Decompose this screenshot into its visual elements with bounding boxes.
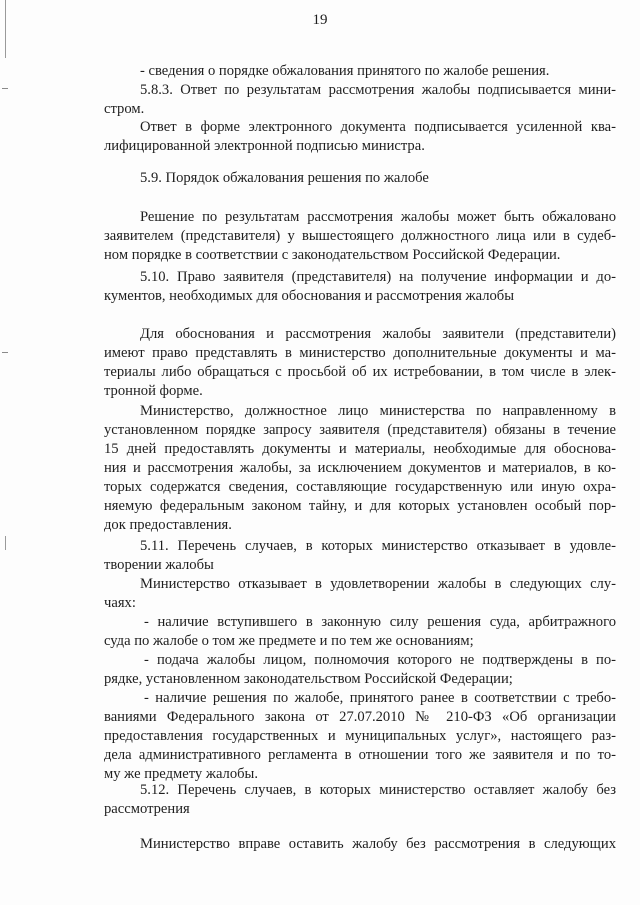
section-heading-5-10 — [104, 268, 616, 306]
text-line: заявителем (представителя) у вышестоящего должностного лица или в судеб- — [104, 228, 616, 244]
text-line: дела административного регламента в отношении того же заявителя и по то- — [104, 747, 616, 763]
text-line: стром. — [104, 101, 145, 117]
text-line: 5.8.3. Ответ по результатам рассмотрения жалобы подписывается мини- — [140, 82, 616, 98]
text-line: кументов, необходимых для обоснования и рассмотрения жалобы — [104, 288, 514, 304]
margin-rule — [5, 0, 6, 58]
margin-mark — [2, 88, 8, 89]
text-line: 15 дней предоставлять документы и материалы, необходимые для обоснова- — [104, 441, 616, 457]
text-line: Министерство отказывает в удовлетворении жалобы в следующих слу- — [140, 576, 616, 592]
text-line: ном порядке в соответствии с законодательством Российской Федерации. — [104, 247, 561, 263]
text-line: - подача жалобы лицом, полномочия которого не подтверждены в по- — [144, 652, 616, 668]
text-line: установленном порядке запросу заявителя (представителя) обязаны в течение — [104, 422, 616, 438]
text-line: ния и рассмотрения жалобы, за исключением документов и материалов, в ко- — [104, 460, 616, 476]
text-line: Министерство, должностное лицо министерства по направленному в — [140, 403, 616, 419]
section-5-11 — [104, 537, 616, 784]
text-line: имеют право представлять в министерство дополнительные документы и ма- — [104, 345, 616, 361]
paragraph-electronic-answer — [104, 118, 616, 156]
text-line: тронной форме. — [104, 383, 203, 399]
text-line: - сведения о порядке обжалования принятого по жалобе решения. — [140, 63, 550, 79]
text-line: - наличие решения по жалобе, принятого ранее в соответствии с требо- — [144, 690, 616, 706]
text-line: 5.12. Перечень случаев, в которых министерство оставляет жалобу без — [140, 782, 616, 798]
text-line: Ответ в форме электронного документа подписывается усиленной ква- — [140, 119, 616, 135]
page-number: 19 — [312, 12, 328, 28]
text-line: лифицированной электронной подписью министра. — [104, 138, 425, 154]
paragraph-group-5-8 — [104, 62, 616, 119]
paragraph-5-9 — [104, 208, 616, 265]
text-line: 5.11. Перечень случаев, в которых министерство отказывает в удовле- — [140, 538, 616, 554]
paragraph-5-10-b — [104, 402, 616, 535]
text-line: ваниями Федерального закона от 27.07.2010 № 210-ФЗ «Об организации — [104, 709, 616, 725]
text-line: торых содержатся сведения, составляющие государственную или иную охра- — [104, 479, 616, 495]
margin-rule — [5, 536, 6, 550]
text-line: му же предмету жалобы. — [104, 766, 259, 782]
text-line: Министерство вправе оставить жалобу без рассмотрения в следующих — [140, 836, 616, 852]
text-line: чаях: — [104, 595, 136, 611]
text-line: Решение по результатам рассмотрения жалобы может быть обжаловано — [140, 209, 616, 225]
text-line: рядке, установленном законодательством Российской Федерации; — [104, 671, 513, 687]
text-line: творении жалобы — [104, 557, 214, 573]
section-heading-5-9 — [104, 169, 616, 188]
paragraph-5-10-a — [104, 325, 616, 401]
text-line: суда по жалобе о том же предмете и по тем же основаниям; — [104, 633, 474, 649]
text-line: рассмотрения — [104, 801, 190, 817]
text-line: 5.9. Порядок обжалования решения по жалобе — [140, 170, 429, 186]
text-line: Для обоснования и рассмотрения жалобы заявители (представители) — [140, 326, 616, 342]
text-line: териалы либо обращаться с просьбой об их истребовании, в том числе в элек- — [104, 364, 616, 380]
text-line: няемую федеральным законом тайну, и для которых установлен особый пор- — [104, 498, 616, 514]
text-line: - наличие вступившего в законную силу решения суда, арбитражного — [144, 614, 616, 630]
section-heading-5-12 — [104, 781, 616, 819]
margin-mark — [2, 352, 8, 353]
paragraph-5-12 — [104, 835, 616, 854]
text-line: 5.10. Право заявителя (представителя) на получение информации и до- — [140, 269, 616, 285]
text-line: док предоставления. — [104, 517, 232, 533]
text-line: предоставления государственных и муниципальных услуг», настоящего раз- — [104, 728, 616, 744]
